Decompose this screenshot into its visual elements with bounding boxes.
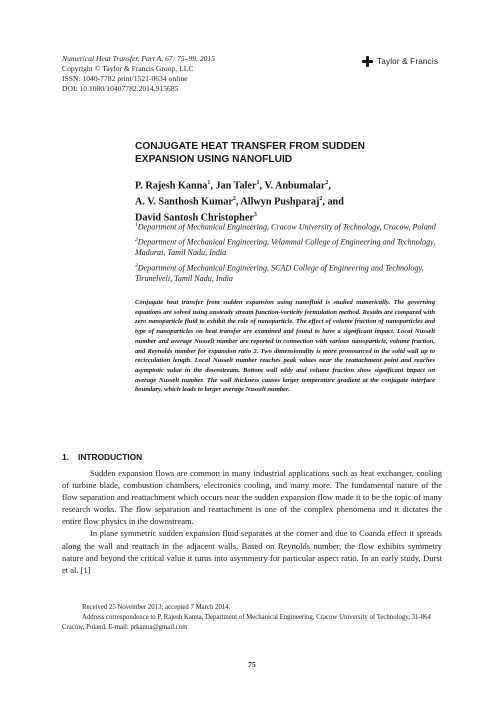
journal-meta	[62, 54, 362, 94]
received-dates: Received 25 November 2013; accepted 7 March 2014.	[82, 604, 231, 611]
doi-line: DOI: 10.1080/10407782.2014.915685	[62, 84, 179, 93]
author-name: Allwyn Pushparaj	[240, 196, 320, 208]
author-conjunction: and	[327, 196, 344, 208]
author-affiliation-mark: 3	[253, 212, 257, 219]
paper-title	[135, 140, 435, 166]
affiliation-list	[135, 220, 445, 287]
body-text	[62, 467, 442, 576]
affiliation-text: Department of Mechanical Engineering, Cracow University of Technology, Cracow, Poland	[137, 222, 436, 232]
body-paragraph: In plane symmetric sudden expansion fluid separates at the corner and due to Coanda effect it spreads along the wall and reattach in the adjacent walls. Based on Reynolds number, the flow exhibits symmetry nature and beyond the critical value it turns into asymmetry for particular aspect ratio. In an early study, Durst et al. [1]	[62, 528, 442, 575]
title-line-1: CONJUGATE HEAT TRANSFER FROM SUDDEN	[135, 141, 365, 152]
author-name: David Santosh Christopher	[135, 212, 254, 224]
affiliation-text: Department of Mechanical Engineering, SCAD College of Engineering and Technology, Tirunelveli, Tamil Nadu, India	[135, 263, 424, 284]
title-line-2: EXPANSION USING NANOFLUID	[135, 154, 293, 165]
affiliation-item	[135, 220, 445, 233]
section-number: 1.	[62, 452, 69, 462]
footnotes	[62, 603, 442, 632]
author-affiliation-mark: 2	[325, 180, 329, 186]
affiliation-mark: 2	[135, 237, 138, 244]
issn-line: ISSN: 1040-7782 print/1521-0634 online	[62, 74, 188, 83]
affiliation-text: Department of Mechanical Engineering, Velammal College of Engineering and Technology, Madurai, Tamil Nadu, India	[135, 237, 436, 258]
journal-citation: Numerical Heat Transfer, Part A, 67: 75–99, 2015	[62, 54, 216, 63]
body-paragraph: Sudden expansion flows are common in many industrial applications such as heat exchanger, cooling of turbine blade, combustion chambers, electronics cooling, and many more. The fundamental nature of the flow separation and reattachment which occurs near the sudden expansion flow made it to be the topic of many research works. The flow separation and reattachment is one of the complex phenomena and it dictates the entire flow physics in the downstream.	[62, 468, 442, 527]
section-heading	[62, 452, 442, 462]
publisher-logo	[362, 53, 444, 69]
author-name: A. V. Santhosh Kumar	[135, 196, 233, 208]
author-affiliation-mark: 1	[256, 180, 260, 186]
page-number: 75	[248, 660, 256, 669]
affiliation-item	[135, 235, 445, 259]
copyright-line: Copyright © Taylor & Francis Group, LLC	[62, 64, 194, 73]
publisher-name: Taylor & Francis	[377, 56, 439, 66]
author-name: Jan Taler	[215, 180, 257, 192]
author-affiliation-mark: 2	[319, 196, 323, 203]
affiliation-mark: 3	[135, 262, 138, 269]
author-name: V. Anbumalar	[264, 180, 326, 192]
author-list: P. Rajesh Kanna$^1$, Jan Taler$^1$, V. Anbumalar$^2$, A. V. Santhosh Kumar$^2$, Allwyn Pushparaj$^2$, and David Santosh Christopher$^3$	[135, 180, 344, 224]
correspondence-address: Address correspondence to P. Rajesh Kanna, Department of Mechanical Engineering, Cracow University of Technology, 31-864 Cracow, Poland. E-mail: prkanna@gmail.com	[62, 613, 431, 631]
author-affiliation-mark: 1	[207, 180, 211, 186]
author-affiliation-mark: 2	[232, 196, 236, 203]
publisher-logo-icon	[362, 56, 373, 67]
affiliation-mark: 1	[135, 222, 138, 228]
author-name: P. Rajesh Kanna	[135, 180, 208, 192]
abstract: Conjugate heat transfer from sudden expansion using nanofluid is studied numerically. The governing equations are solved using unsteady stream function-vorticity formulation method. Results are compared with zero nanoparticle fluid to exhibit the role of nanoparticle. The effect of volume fraction of nanoparticles and type of nanoparticles on heat transfer are examined and found to have a significant impact. Local Nusselt number and average Nusselt number are reported in connection with various nanoparticle, volume fraction, and Reynolds number for expansion ratio 2. Two dimensionality is more pronounced in the solid wall up to recirculation length. Local Nusselt number reaches peak values near the reattachment point and reaches asymptotic value in the downstream. Bottom wall eddy and volume fraction show significant impact on average Nusselt number. The wall thickness causes larger temperature gradient at the conjugate interface boundary, which leads to larger average Nusselt number.	[135, 299, 435, 394]
affiliation-item	[135, 261, 445, 285]
section-title: INTRODUCTION	[78, 452, 143, 462]
